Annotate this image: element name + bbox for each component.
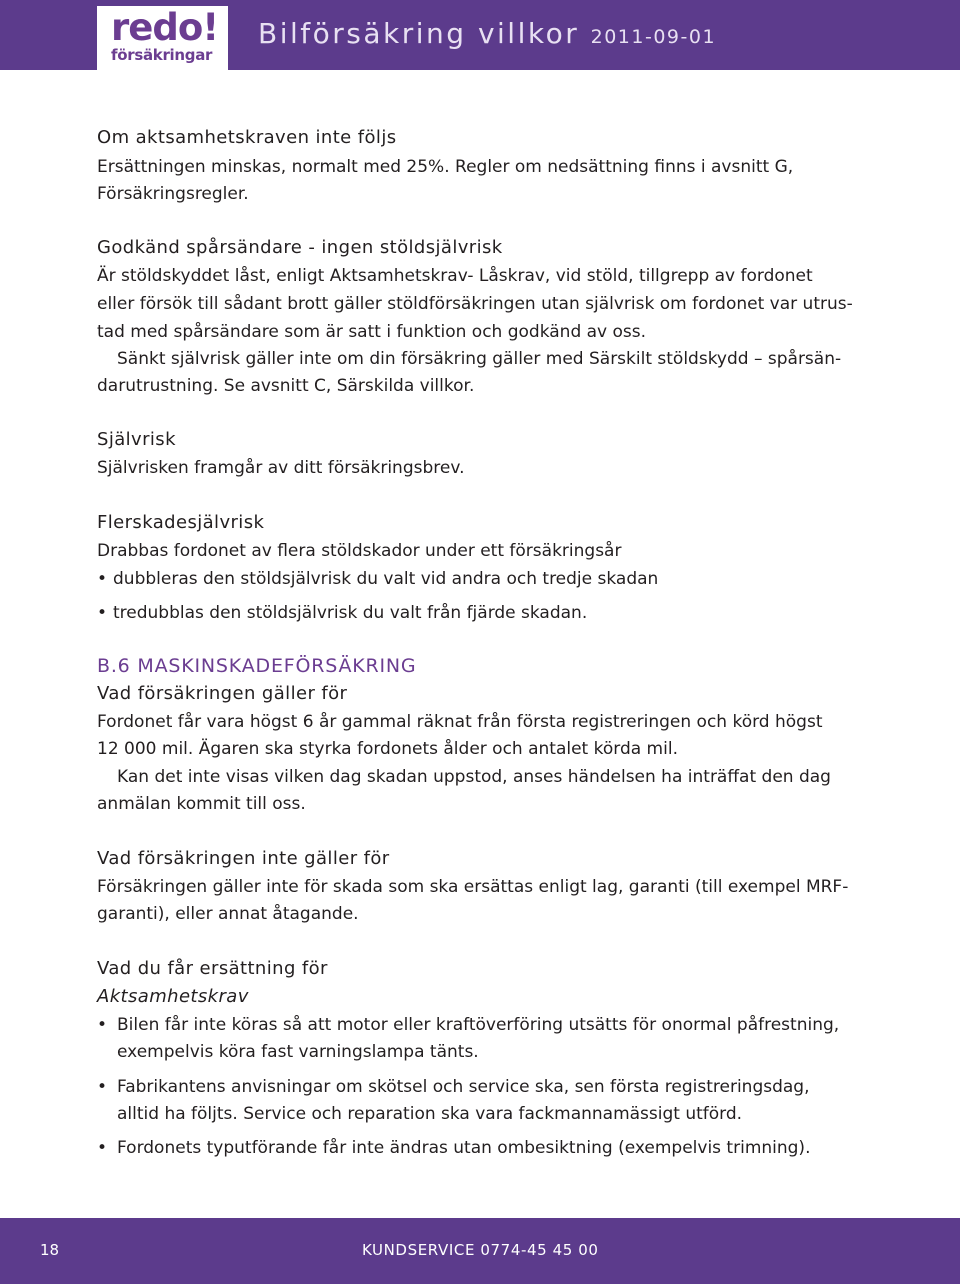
paragraph-line: eller försök till sådant brott gäller stöldförsäkringen utan självrisk om fordonet var utrus- [97,294,853,314]
paragraph-line: 12 000 mil. Ägaren ska styrka fordonets ålder och antalet körda mil. [97,739,678,759]
customer-service-phone: KUNDSERVICE 0774-45 45 00 [362,1241,599,1259]
paragraph-line: Är stöldskyddet låst, enligt Aktsamhetskrav- Låskrav, vid stöld, tillgrepp av fordonet [97,266,813,286]
logo-main-text: redo! [111,6,219,49]
page-header [0,0,960,70]
paragraph-line: Försäkringen gäller inte för skada som ska ersättas enligt lag, garanti (till exempel MRF- [97,877,849,897]
paragraph-line: Drabbas fordonet av flera stöldskador under ett försäkringsår [97,541,622,561]
document-date: 2011-09-01 [590,26,717,48]
page-number: 18 [40,1241,60,1259]
section-heading: Flerskadesjälvrisk [97,512,265,533]
logo-sub-text: försäkringar [111,46,213,64]
paragraph-line: Kan det inte visas vilken dag skadan uppstod, anses händelsen ha inträffat den dag [117,767,831,787]
paragraph-line: Försäkringsregler. [97,184,249,204]
document-title-text: Bilförsäkring villkor [258,17,580,50]
list-item: • Fordonets typutförande får inte ändras utan ombesiktning (exempelvis trimning). [99,1137,810,1159]
list-item: • tredubblas den stöldsjälvrisk du valt från fjärde skadan. [99,602,587,624]
list-item: • Fabrikantens anvisningar om skötsel och service ska, sen första registreringsdag, [99,1076,810,1098]
section-heading: Självrisk [97,429,176,450]
paragraph-line: tad med spårsändare som är satt i funktion och godkänd av oss. [97,322,647,342]
chapter-heading: B.6 MASKINSKADEFÖRSÄKRING [97,655,417,677]
section-heading: Vad försäkringen gäller för [97,683,348,704]
section-heading: Godkänd spårsändare - ingen stöldsjälvrisk [97,237,503,258]
paragraph-line: Fordonet får vara högst 6 år gammal räknat från första registreringen och körd högst [97,712,823,732]
paragraph-line: garanti), eller annat åtagande. [97,904,359,924]
list-item: • Bilen får inte köras så att motor eller kraftöverföring utsätts för onormal påfrestning, [99,1014,839,1036]
paragraph-line: Ersättningen minskas, normalt med 25%. Regler om nedsättning finns i avsnitt G, [97,157,794,177]
redo-logo [97,6,228,70]
section-heading: Vad försäkringen inte gäller för [97,848,390,869]
paragraph-line: Sänkt självrisk gäller inte om din försäkring gäller med Särskilt stöldskydd – spårsän- [117,349,842,369]
sub-heading: Aktsamhetskrav [97,986,249,1007]
paragraph-line: Självrisken framgår av ditt försäkringsbrev. [97,458,465,478]
document-title [258,14,716,57]
list-item-continuation: exempelvis köra fast varningslampa tänts. [117,1042,479,1062]
list-item-continuation: alltid ha följts. Service och reparation ska vara fackmannamässigt utförd. [117,1104,743,1124]
paragraph-line: darutrustning. Se avsnitt C, Särskilda villkor. [97,376,475,396]
paragraph-line: anmälan kommit till oss. [97,794,306,814]
page-footer [0,1218,960,1284]
section-heading: Vad du får ersättning för [97,958,328,979]
list-item: • dubbleras den stöldsjälvrisk du valt vid andra och tredje skadan [99,568,658,590]
section-heading: Om aktsamhetskraven inte följs [97,127,397,148]
